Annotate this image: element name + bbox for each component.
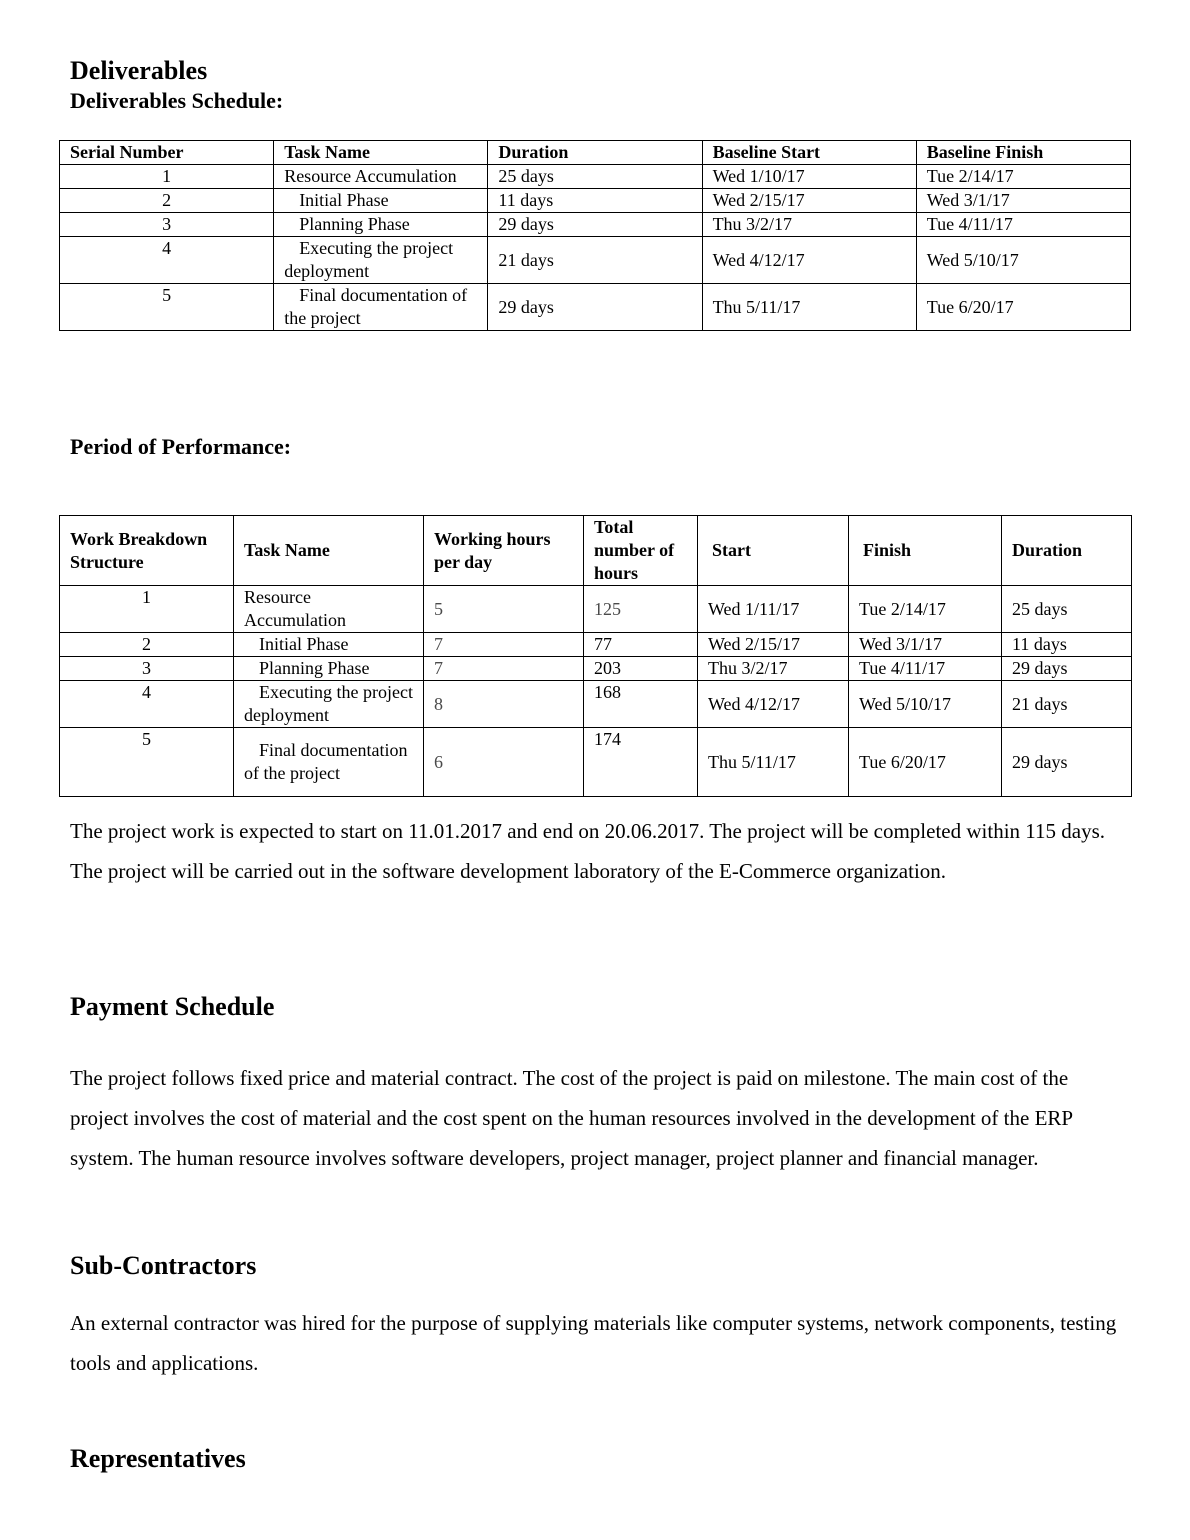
table-row (60, 284, 1131, 331)
task-cell: Final documentation of the project (234, 728, 424, 797)
table-row (60, 633, 1132, 657)
total-hours-cell: 77 (584, 633, 698, 657)
wbs-cell: 3 (60, 657, 234, 681)
duration-cell: 29 days (488, 284, 702, 331)
start-cell: Wed 1/10/17 (702, 165, 916, 189)
period-of-performance-heading: Period of Performance: (70, 434, 292, 459)
payment-paragraph: The project follows fixed price and material contract. The cost of the project is paid on milestone. The main cost of the project involves the cost of material and the cost spent on the human resources involved in the development of the ERP system. The human resource involves software developers, project manager, project planner and financial manager. (70, 1066, 1073, 1170)
start-cell: Wed 4/12/17 (698, 681, 849, 728)
table-header-row (60, 516, 1132, 586)
column-header: Baseline Start (702, 141, 916, 165)
serial-cell: 1 (60, 165, 274, 189)
deliverables-schedule-table (59, 140, 1131, 331)
serial-cell: 4 (60, 237, 274, 284)
task-label: Initial Phase (299, 190, 389, 210)
hours-per-day-cell: 8 (424, 681, 584, 728)
finish-cell: Tue 4/11/17 (849, 657, 1002, 681)
total-hours-cell: 203 (584, 657, 698, 681)
start-cell: Wed 1/11/17 (698, 586, 849, 633)
column-header: Working hours per day (424, 516, 584, 586)
finish-cell: Wed 3/1/17 (916, 189, 1130, 213)
column-header: Work Breakdown Structure (60, 516, 234, 586)
serial-cell: 5 (60, 284, 274, 331)
total-hours-cell: 125 (584, 586, 698, 633)
duration-cell: 21 days (1002, 681, 1132, 728)
duration-cell: 21 days (488, 237, 702, 284)
hours-per-day-cell: 7 (424, 633, 584, 657)
duration-cell: 29 days (1002, 657, 1132, 681)
start-cell: Thu 5/11/17 (702, 284, 916, 331)
deliverables-heading: Deliverables (70, 56, 208, 85)
table-row (60, 213, 1131, 237)
deliverables-schedule-heading: Deliverables Schedule: (70, 88, 284, 113)
table-row (60, 657, 1132, 681)
table-row (60, 189, 1131, 213)
start-cell: Wed 2/15/17 (698, 633, 849, 657)
start-cell: Wed 2/15/17 (702, 189, 916, 213)
subcontractors-paragraph: An external contractor was hired for the purpose of supplying materials like computer systems, network components, testing tools and applications. (70, 1311, 1117, 1375)
start-cell: Thu 3/2/17 (702, 213, 916, 237)
task-cell: Resource Accumulation (274, 165, 488, 189)
column-header: Serial Number (60, 141, 274, 165)
total-hours-cell: 174 (584, 728, 698, 797)
duration-cell: 25 days (488, 165, 702, 189)
column-header: Total number of hours (584, 516, 698, 586)
column-header: Duration (1002, 516, 1132, 586)
duration-cell: 29 days (488, 213, 702, 237)
column-header: Task Name (234, 516, 424, 586)
finish-cell: Tue 2/14/17 (849, 586, 1002, 633)
task-label: Planning Phase (259, 658, 370, 678)
task-cell (234, 657, 424, 681)
task-cell: Executing the project deployment (234, 681, 424, 728)
column-header-label: Start (712, 540, 751, 560)
finish-cell: Wed 5/10/17 (849, 681, 1002, 728)
representatives-heading: Representatives (70, 1444, 246, 1473)
task-label: Planning Phase (299, 214, 410, 234)
performance-paragraph: The project work is expected to start on 11.01.2017 and end on 20.06.2017. The project will be completed within 115 days. The project will be carried out in the software development laboratory of the E-Commerce organization. (70, 819, 1105, 883)
start-cell: Wed 4/12/17 (702, 237, 916, 284)
column-header: Duration (488, 141, 702, 165)
payment-schedule-heading: Payment Schedule (70, 992, 275, 1021)
wbs-cell: 2 (60, 633, 234, 657)
total-hours-cell: 168 (584, 681, 698, 728)
start-cell: Thu 5/11/17 (698, 728, 849, 797)
finish-cell: Wed 3/1/17 (849, 633, 1002, 657)
serial-cell: 3 (60, 213, 274, 237)
task-cell (274, 213, 488, 237)
start-cell: Thu 3/2/17 (698, 657, 849, 681)
wbs-cell: 5 (60, 728, 234, 797)
column-header: Task Name (274, 141, 488, 165)
hours-per-day-cell: 5 (424, 586, 584, 633)
period-of-performance-table (59, 515, 1132, 797)
task-cell: Final documentation of the project (274, 284, 488, 331)
table-row (60, 165, 1131, 189)
wbs-cell: 4 (60, 681, 234, 728)
finish-cell: Wed 5/10/17 (916, 237, 1130, 284)
hours-per-day-cell: 6 (424, 728, 584, 797)
finish-cell: Tue 2/14/17 (916, 165, 1130, 189)
task-label: Initial Phase (259, 634, 349, 654)
column-header-label: Finish (863, 540, 912, 560)
table-row (60, 237, 1131, 284)
table-row (60, 681, 1132, 728)
column-header: Baseline Finish (916, 141, 1130, 165)
wbs-cell: 1 (60, 586, 234, 633)
table-header-row (60, 141, 1131, 165)
finish-cell: Tue 6/20/17 (916, 284, 1130, 331)
hours-per-day-cell: 7 (424, 657, 584, 681)
finish-cell: Tue 6/20/17 (849, 728, 1002, 797)
finish-cell: Tue 4/11/17 (916, 213, 1130, 237)
table-row (60, 586, 1132, 633)
duration-cell: 11 days (1002, 633, 1132, 657)
column-header (849, 516, 1002, 586)
table-row (60, 728, 1132, 797)
duration-cell: 25 days (1002, 586, 1132, 633)
serial-cell: 2 (60, 189, 274, 213)
duration-cell: 11 days (488, 189, 702, 213)
duration-cell: 29 days (1002, 728, 1132, 797)
task-cell: Resource Accumulation (234, 586, 424, 633)
task-cell (234, 633, 424, 657)
task-cell (274, 189, 488, 213)
column-header (698, 516, 849, 586)
subcontractors-heading: Sub-Contractors (70, 1251, 257, 1280)
task-cell: Executing the project deployment (274, 237, 488, 284)
